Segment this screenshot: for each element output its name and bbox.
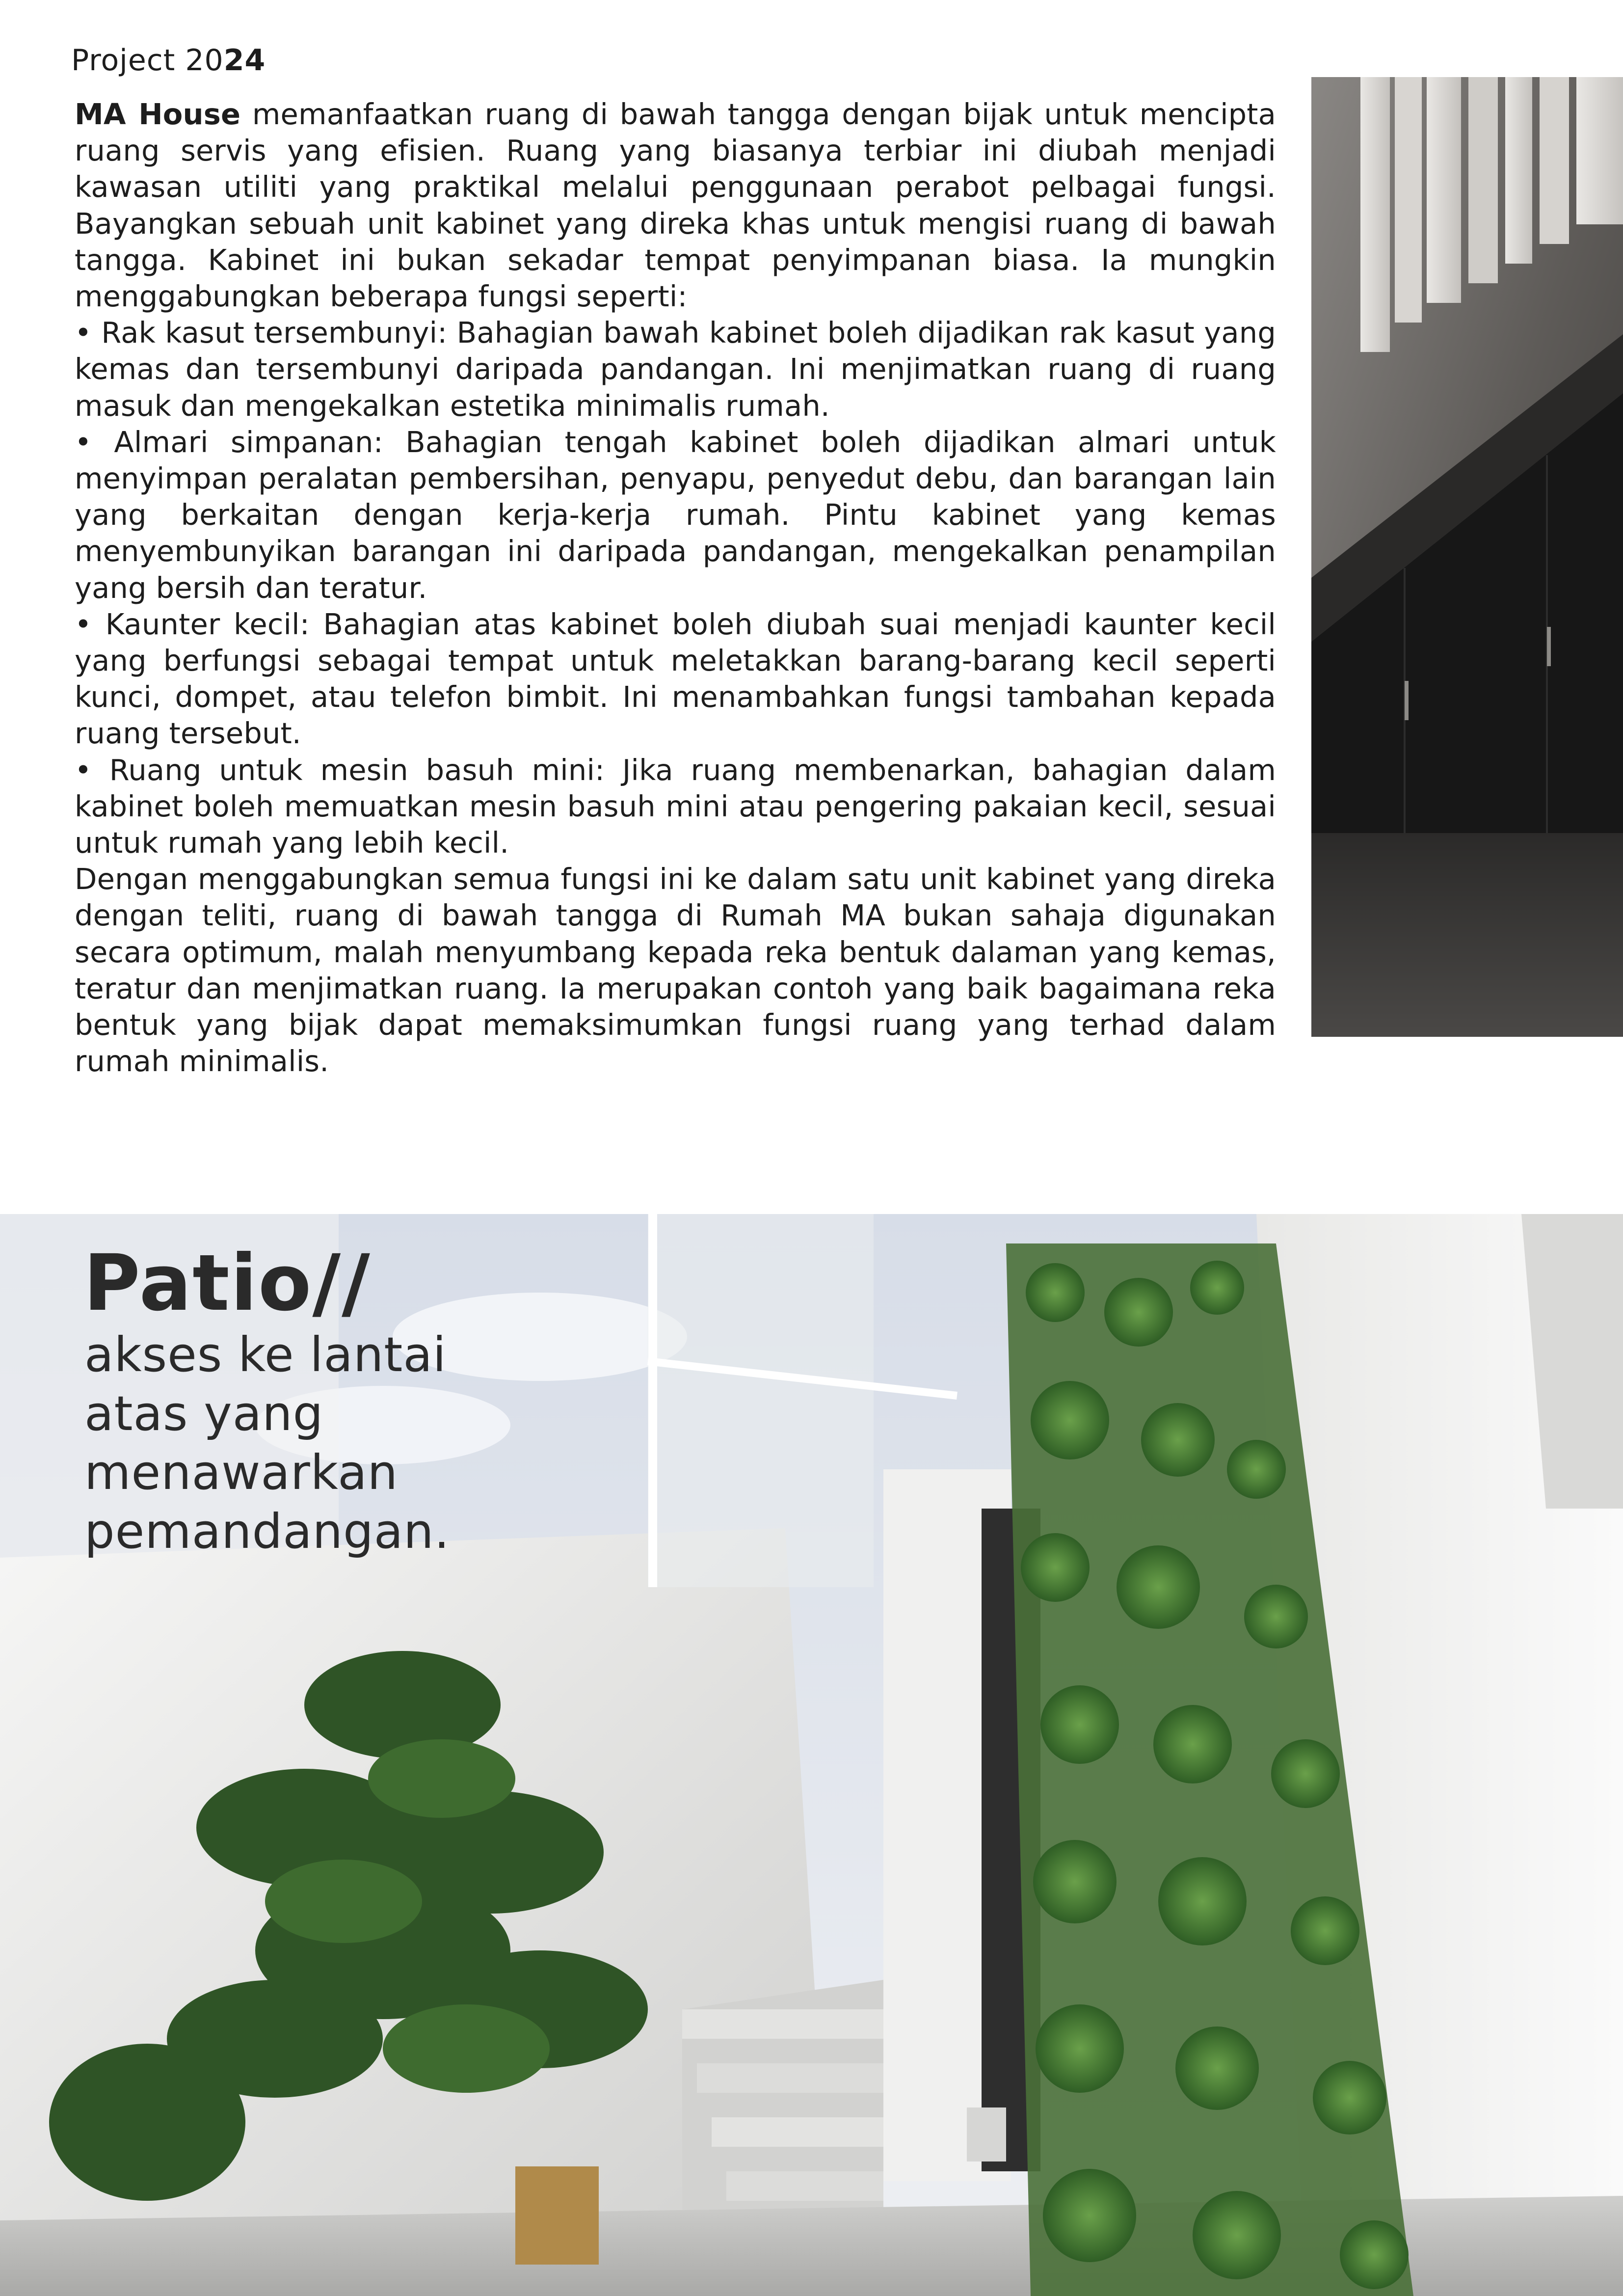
staircase-render-image — [1311, 77, 1623, 1037]
header-label-prefix: Project 20 — [71, 43, 224, 78]
patio-subtitle-line: atas yang — [84, 1386, 324, 1441]
patio-subtitle-line: menawarkan — [84, 1445, 399, 1500]
article-bullet-counter: • Kaunter kecil: Bahagian atas kabinet boleh diubah suai menjadi kaunter kecil yang berfungsi sebagai tempat untuk meletakkan barang-barang kecil seperti kunci, dompet, atau telefon bimbit. Ini menambahkan fungsi tambahan kepada ruang tersebut. — [75, 607, 1276, 751]
article-bullet-storage: • Almari simpanan: Bahagian tengah kabinet boleh dijadikan almari untuk menyimpan peralatan pembersihan, penyapu, penyedut debu, dan barangan lain yang berkaitan dengan kerja-kerja rumah. Pintu kabinet yang kemas menyembunyikan barangan ini daripada pandangan, mengekalkan penampilan yang bersih dan teratur. — [75, 425, 1276, 605]
article-intro-text: memanfaatkan ruang di bawah tangga dengan bijak untuk mencipta ruang servis yang efisien. Ruang yang biasanya terbiar ini diubah menjadi kawasan utiliti yang praktikal melalui penggunaan perabot pelbagai fungsi. Bayangkan sebuah unit kabinet yang direka khas untuk mengisi ruang di bawah tangga. Kabinet ini bukan sekadar tempat penyimpanan biasa. Ia mungkin menggabungkan beberapa fungsi seperti: — [75, 97, 1276, 314]
patio-subtitle-line: pemandangan. — [84, 1504, 450, 1559]
article-closing: Dengan menggabungkan semua fungsi ini ke dalam satu unit kabinet yang direka dengan teliti, ruang di bawah tangga di Rumah MA bukan sahaja digunakan secara optimum, malah menyumbang kepada reka bentuk dalaman yang kemas, teratur dan menjimatkan ruang. Ia merupakan contoh yang baik bagaimana reka bentuk yang bijak dapat memaksimumkan fungsi ruang yang terhad dalam rumah minimalis. — [75, 862, 1276, 1079]
article-intro — [75, 96, 1276, 315]
article-bullet-washer: • Ruang untuk mesin basuh mini: Jika ruang membenarkan, bahagian dalam kabinet boleh memuatkan mesin basuh mini atau pengering pakaian kecil, sesuai untuk rumah yang lebih kecil. — [75, 753, 1276, 860]
page-header — [71, 43, 266, 78]
header-label-bold: 24 — [223, 43, 266, 78]
article-bullet-shoe-rack: • Rak kasut tersembunyi: Bahagian bawah kabinet boleh dijadikan rak kasut yang kemas dan tersembunyi daripada pandangan. Ini menjimatkan ruang di ruang masuk dan mengekalkan estetika minimalis rumah. — [75, 316, 1276, 423]
patio-subtitle-line: akses ke lantai — [84, 1327, 447, 1382]
patio-subtitle — [84, 1325, 526, 1561]
patio-title: Patio// — [83, 1238, 371, 1328]
article-intro-bold: MA House — [75, 97, 241, 131]
article-body — [75, 96, 1276, 1080]
